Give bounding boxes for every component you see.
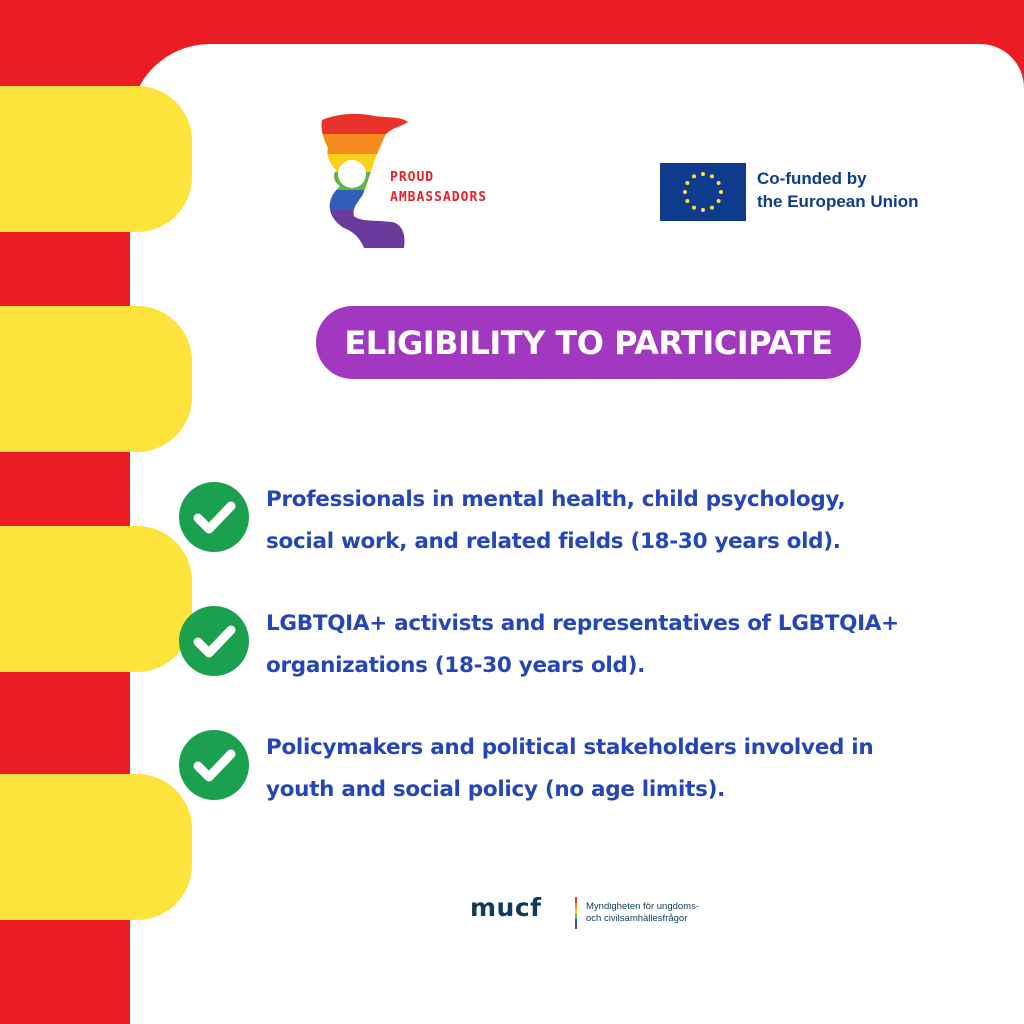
list-item-line: Policymakers and political stakeholders involved in — [266, 735, 874, 760]
page-title: ELIGIBILITY TO PARTICIPATE — [316, 306, 861, 379]
ambassadors-text: AMBASSADORS — [390, 190, 488, 205]
eu-cofunded-logo — [660, 163, 960, 223]
list-item-text — [266, 479, 976, 563]
proud-text: PROUD — [390, 170, 435, 185]
list-item-line: LGBTQIA+ activists and representatives of LGBTQIA+ — [266, 611, 899, 636]
proud-ambassadors-logo — [316, 112, 526, 252]
yellow-tab — [0, 774, 192, 920]
list-item-text — [266, 603, 976, 687]
list-item-line: Professionals in mental health, child psychology, — [266, 487, 846, 512]
list-item-line: social work, and related fields (18-30 years old). — [266, 529, 841, 554]
mucf-subtitle-line1: Myndigheten för ungdoms- — [586, 901, 700, 912]
check-circle-icon — [178, 729, 250, 801]
eu-text-line2: the European Union — [757, 192, 919, 211]
yellow-tab — [0, 86, 192, 232]
mucf-subtitle-line2: och civilsamhällesfrågor — [586, 913, 688, 924]
yellow-tab — [0, 306, 192, 452]
check-circle-icon — [178, 605, 250, 677]
eu-flag-icon — [660, 163, 746, 221]
check-circle-icon — [178, 481, 250, 553]
mucf-wordmark: mucf — [470, 893, 542, 922]
list-item-line: organizations (18-30 years old). — [266, 653, 645, 678]
list-item-text — [266, 727, 976, 811]
yellow-tab — [0, 526, 192, 672]
mucf-rainbow-bar-icon — [575, 897, 577, 929]
mucf-logo — [470, 893, 730, 933]
eu-text-line1: Co-funded by — [757, 169, 867, 188]
list-item-line: youth and social policy (no age limits). — [266, 777, 725, 802]
